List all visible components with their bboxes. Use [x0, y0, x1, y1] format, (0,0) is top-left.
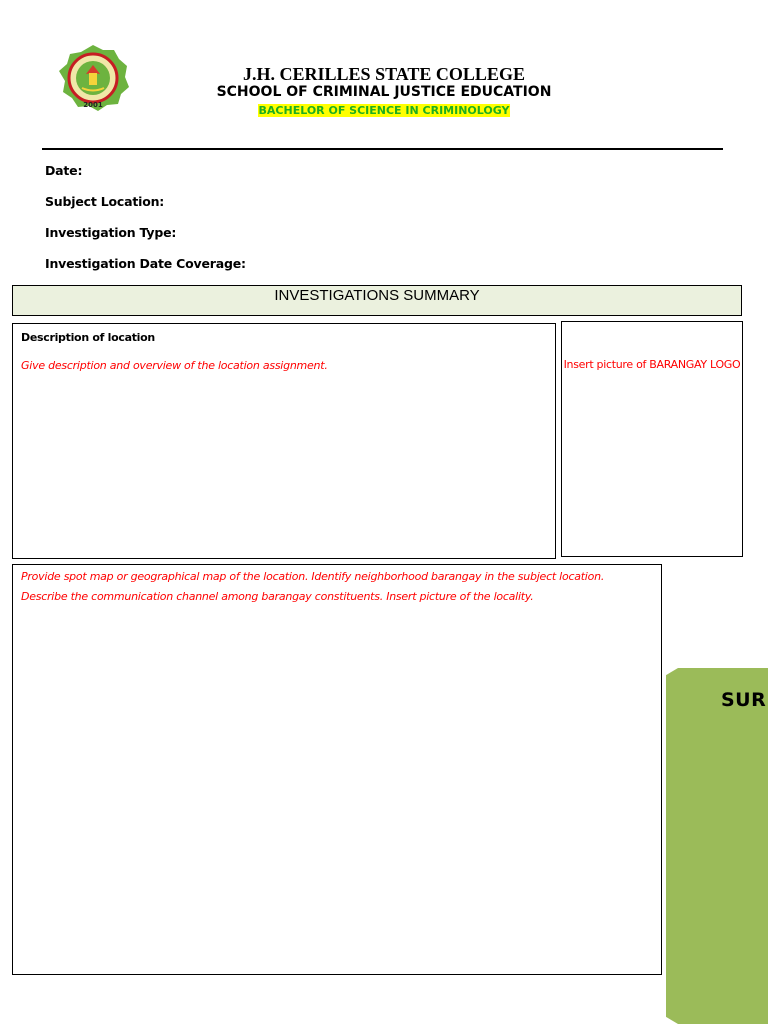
side-tab[interactable]: [666, 668, 768, 1024]
barangay-logo-instruction: Insert picture of BARANGAY LOGO: [563, 358, 741, 371]
college-seal-icon: [56, 44, 130, 112]
description-instruction: Give description and overview of the location assignment.: [21, 359, 328, 372]
side-tab-label: SUR: [721, 689, 767, 711]
subject-location-label: Subject Location:: [45, 194, 165, 209]
faint-text-fragment: [188, 968, 270, 974]
date-label: Date:: [45, 163, 83, 178]
college-header: [150, 64, 618, 119]
college-name: J.H. CERILLES STATE COLLEGE: [243, 64, 525, 84]
spot-map-instruction-line-1: Provide spot map or geographical map of the location. Identify neighborhood barangay in the subject location.: [21, 570, 605, 583]
investigations-summary-heading: INVESTIGATIONS SUMMARY: [12, 285, 742, 316]
seal-year: 2001: [83, 101, 103, 109]
description-of-location-box[interactable]: [12, 323, 556, 559]
header-divider: [42, 148, 723, 150]
program-name: BACHELOR OF SCIENCE IN CRIMINOLOGY: [258, 104, 510, 117]
barangay-logo-box[interactable]: [561, 321, 743, 557]
spot-map-box[interactable]: [12, 564, 662, 975]
school-name: SCHOOL OF CRIMINAL JUSTICE EDUCATION: [216, 84, 552, 100]
investigation-date-coverage-label: Investigation Date Coverage:: [45, 256, 246, 271]
description-title: Description of location: [21, 331, 155, 344]
spot-map-instruction-line-2: Describe the communication channel among barangay constituents. Insert picture of the locality.: [21, 590, 534, 603]
investigation-type-label: Investigation Type:: [45, 225, 177, 240]
